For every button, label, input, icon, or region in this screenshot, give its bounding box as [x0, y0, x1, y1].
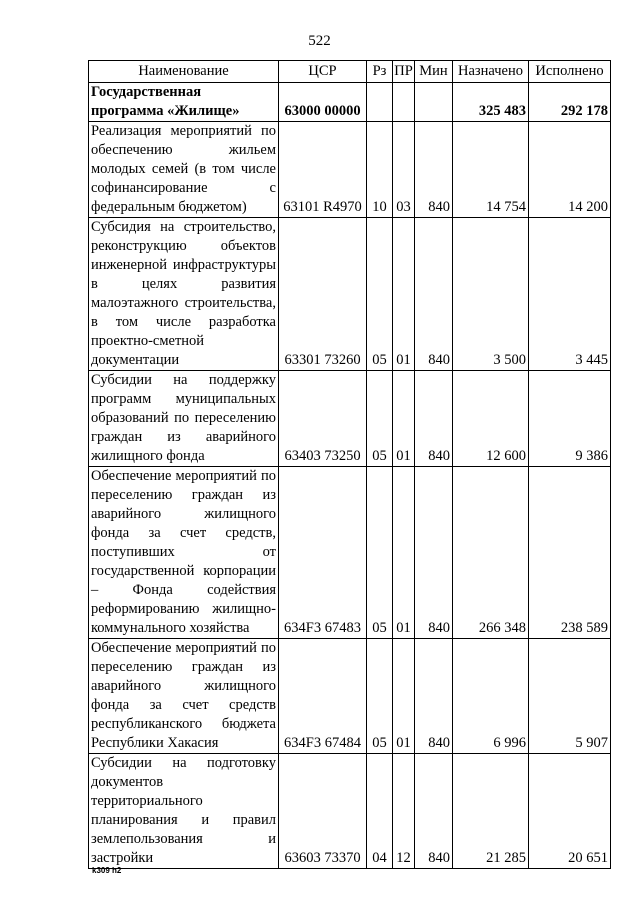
row-pr: 12 [393, 754, 415, 869]
table-row [89, 122, 611, 218]
document-footer-code: k309 h2 [92, 866, 122, 875]
row-name: Субсидии на подготовку документов территориального планирования и правил землепользования и застройки [89, 754, 279, 869]
row-csr: 63301 73260 [279, 218, 367, 371]
row-min: 840 [415, 754, 453, 869]
row-rz: 05 [367, 639, 393, 754]
row-rz: 10 [367, 122, 393, 218]
row-name: Государственная программа «Жилище» [89, 83, 279, 122]
row-rz: 05 [367, 218, 393, 371]
table-row [89, 467, 611, 639]
row-pr: 01 [393, 371, 415, 467]
row-executed: 292 178 [529, 83, 611, 122]
table-row [89, 371, 611, 467]
row-assigned: 6 996 [453, 639, 529, 754]
row-pr: 03 [393, 122, 415, 218]
row-min: 840 [415, 639, 453, 754]
row-rz [367, 83, 393, 122]
row-csr: 63403 73250 [279, 371, 367, 467]
row-min [415, 83, 453, 122]
budget-table [88, 60, 611, 869]
table-row [89, 218, 611, 371]
row-assigned: 325 483 [453, 83, 529, 122]
row-executed: 14 200 [529, 122, 611, 218]
header-pr: ПР [393, 61, 415, 83]
table-row [89, 639, 611, 754]
row-assigned: 14 754 [453, 122, 529, 218]
row-executed: 20 651 [529, 754, 611, 869]
row-name: Субсидия на строительство, реконструкцию объектов инженерной инфраструктуры в целях развития малоэтажного строительства, в том числе разработка проектно-сметной документации [89, 218, 279, 371]
header-rz: Рз [367, 61, 393, 83]
row-executed: 238 589 [529, 467, 611, 639]
row-rz: 05 [367, 467, 393, 639]
row-csr: 63101 R4970 [279, 122, 367, 218]
row-assigned: 21 285 [453, 754, 529, 869]
row-rz: 05 [367, 371, 393, 467]
page-number: 522 [308, 33, 331, 49]
table-header-row [89, 61, 611, 83]
row-csr: 63000 00000 [279, 83, 367, 122]
header-name: Наименование [89, 61, 279, 83]
row-rz: 04 [367, 754, 393, 869]
row-min: 840 [415, 218, 453, 371]
row-assigned: 266 348 [453, 467, 529, 639]
row-name: Реализация мероприятий по обеспечению жильем молодых семей (в том числе софинансирование с федеральным бюджетом) [89, 122, 279, 218]
row-executed: 5 907 [529, 639, 611, 754]
row-csr: 634F3 67484 [279, 639, 367, 754]
row-executed: 3 445 [529, 218, 611, 371]
header-assigned: Назначено [453, 61, 529, 83]
row-min: 840 [415, 122, 453, 218]
row-assigned: 3 500 [453, 218, 529, 371]
header-executed: Исполнено [529, 61, 611, 83]
table-row [89, 754, 611, 869]
header-min: Мин [415, 61, 453, 83]
row-min: 840 [415, 467, 453, 639]
row-csr: 63603 73370 [279, 754, 367, 869]
row-pr: 01 [393, 467, 415, 639]
row-executed: 9 386 [529, 371, 611, 467]
row-name: Обеспечение мероприятий по переселению граждан из аварийного жилищного фонда за счет средств республиканского бюджета Республики Хакасия [89, 639, 279, 754]
row-assigned: 12 600 [453, 371, 529, 467]
table-row-program [89, 83, 611, 122]
row-pr [393, 83, 415, 122]
header-csr: ЦСР [279, 61, 367, 83]
row-pr: 01 [393, 639, 415, 754]
row-min: 840 [415, 371, 453, 467]
row-name: Обеспечение мероприятий по переселению граждан из аварийного жилищного фонда за счет средств, поступивших от государственной корпорации – Фонда содействия реформированию жилищно-коммунального хозяйства [89, 467, 279, 639]
row-csr: 634F3 67483 [279, 467, 367, 639]
row-name: Субсидии на поддержку программ муниципальных образований по переселению граждан из аварийного жилищного фонда [89, 371, 279, 467]
row-pr: 01 [393, 218, 415, 371]
